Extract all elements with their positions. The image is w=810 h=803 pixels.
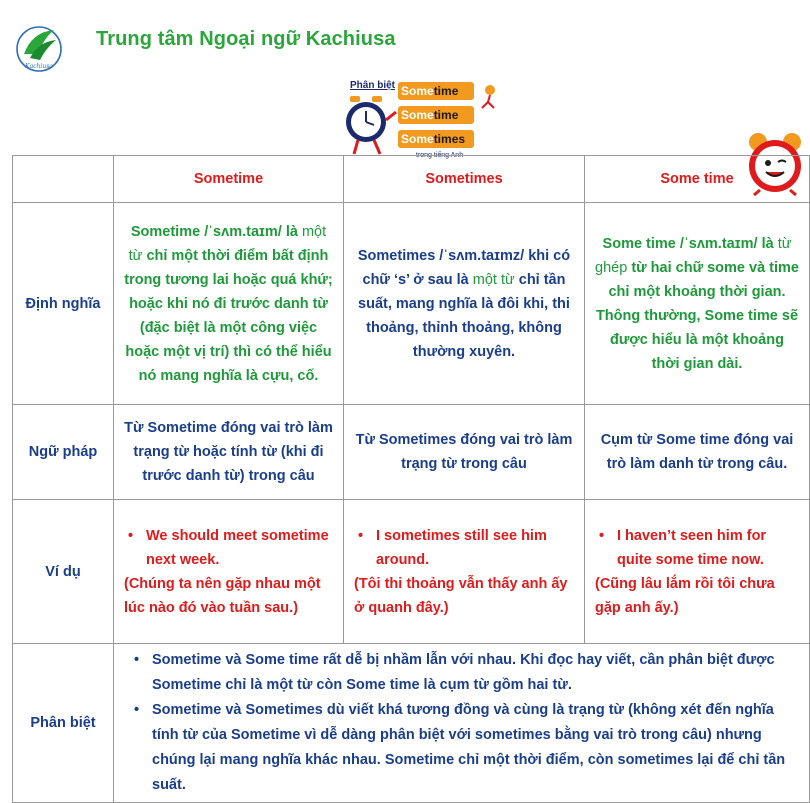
row-label-difference: Phân biệt: [13, 644, 114, 803]
example-translation: (Tôi thi thoảng vẫn thấy anh ấy ở quanh đây.): [354, 575, 568, 616]
grammar-sometimes: Từ Sometimes đóng vai trò làm trạng từ trong câu: [344, 405, 585, 500]
col-header-some-time: Some time: [585, 156, 810, 203]
table-row-grammar: [13, 405, 810, 500]
table-row-difference: [13, 644, 810, 803]
kachiusa-leaf-logo-icon: [14, 24, 64, 74]
row-label-grammar: Ngữ pháp: [13, 405, 114, 500]
example-sentence: • I sometimes still see him around.: [354, 524, 574, 572]
comparison-table: [12, 155, 810, 803]
row-label-definition: Định nghĩa: [13, 203, 114, 405]
banner-tag-sometime-1: Sometime: [398, 82, 474, 100]
col-header-sometime: Sometime: [114, 156, 344, 203]
example-sometime: [114, 500, 344, 644]
difference-content: [114, 644, 810, 803]
example-sentence: • I haven’t seen him for quite some time now.: [595, 524, 799, 572]
difference-point: • Sometime và Some time rất dễ bị nhầm lẫn với nhau. Khi đọc hay viết, cần phân biệt được Sometime chỉ là một từ còn Some time là cụm từ gồm hai từ.: [132, 648, 799, 698]
center-title: Trung tâm Ngoại ngữ Kachiusa: [96, 28, 396, 50]
clock-character-icon: [342, 92, 398, 158]
table-row-example: [13, 500, 810, 644]
example-translation: (Cũng lâu lắm rồi tôi chưa gặp anh ấy.): [595, 575, 775, 616]
banner-footer: trong tiếng Anh: [416, 152, 464, 159]
definition-sometimes: Sometimes /ˈsʌm.taɪmz/ khi có chữ ‘s’ ở sau là một từ chỉ tần suất, mang nghĩa là đôi khi, thi thoảng, thỉnh thoảng, không thường xuyên.: [344, 203, 585, 405]
example-translation: (Chúng ta nên gặp nhau một lúc nào đó vào tuần sau.): [124, 575, 321, 616]
banner: [340, 78, 502, 162]
example-sometimes: [344, 500, 585, 644]
banner-tag-sometimes: Sometimes: [398, 130, 474, 148]
running-figure-icon: [478, 84, 500, 110]
banner-tag-sometime-2: Sometime: [398, 106, 474, 124]
table-row-definition: [13, 203, 810, 405]
row-label-example: Ví dụ: [13, 500, 114, 644]
example-some-time: [585, 500, 810, 644]
header: [0, 0, 810, 80]
definition-sometime: Sometime /ˈsʌm.taɪm/ là một từ chỉ một thời điểm bất định trong tương lai hoặc quá khứ; hoặc khi nó đi trước danh từ (đặc biệt là một công việc hoặc một vị trí) thì có thể hiểu nó mang nghĩa là cựu, cố.: [114, 203, 344, 405]
difference-point: • Sometime và Sometimes dù viết khá tương đồng và cùng là trạng từ (không xét đến nghĩa tính từ của Sometime vì dễ dàng phân biệt với sometimes bằng vai trò trong câu) nhưng chúng lại mang nghĩa khác nhau. Sometime chỉ một thời điểm, còn sometimes lại để chỉ tần suất.: [132, 698, 799, 798]
example-sentence: • We should meet sometime next week.: [124, 524, 333, 572]
logo-text: Kachiusa: [25, 63, 53, 70]
grammar-some-time: Cụm từ Some time đóng vai trò làm danh từ trong câu.: [585, 405, 810, 500]
table-header-row: [13, 156, 810, 203]
banner-label: Phân biệt: [350, 80, 396, 91]
col-header-sometimes: Sometimes: [344, 156, 585, 203]
definition-some-time: Some time /ˈsʌm.taɪm/ là từ ghép từ hai chữ some và time chỉ một khoảng thời gian. Thông thường, Some time sẽ được hiểu là một khoảng thời gian dài.: [585, 203, 810, 405]
grammar-sometime: Từ Sometime đóng vai trò làm trạng từ hoặc tính từ (khi đi trước danh từ) trong câu: [114, 405, 344, 500]
empty-corner-cell: [13, 156, 114, 203]
